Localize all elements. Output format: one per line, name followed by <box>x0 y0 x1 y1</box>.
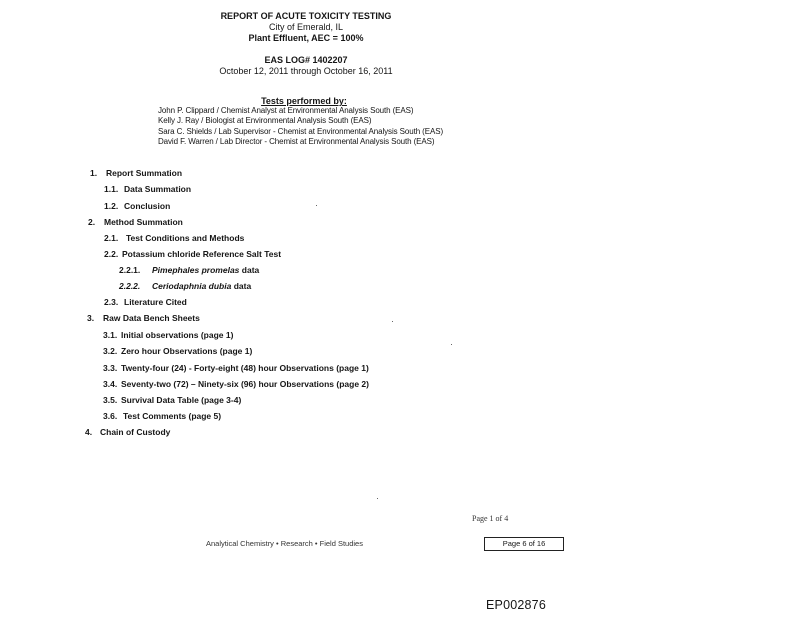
toc-item-chain-of-custody <box>85 427 170 437</box>
toc-item-pimephales <box>119 265 259 275</box>
toc-label: Report Summation <box>106 168 183 178</box>
toc-item-initial-observations <box>103 330 233 340</box>
toc-label: Test Comments (page 5) <box>123 411 222 421</box>
toc-number: 3.1. <box>103 330 118 340</box>
toc-number: 2.1. <box>104 233 119 243</box>
toc-item-raw-data-bench-sheets <box>87 313 200 323</box>
toc-number: 2.3. <box>104 297 119 307</box>
page-of-count: Page 1 of 4 <box>472 514 509 523</box>
toc-label: Twenty-four (24) - Forty-eight (48) hour Observations (page 1) <box>121 363 369 373</box>
toc-label-suffix: data <box>233 281 252 291</box>
scan-speck <box>377 498 378 499</box>
toc-number: 3.2. <box>103 346 118 356</box>
toc-label: Test Conditions and Methods <box>126 233 245 243</box>
toc-number: 2. <box>88 217 96 227</box>
toc-item-test-conditions <box>104 233 244 243</box>
toc-item-data-summation <box>104 184 191 194</box>
report-title: REPORT OF ACUTE TOXICITY TESTING <box>220 11 392 21</box>
tests-performed-heading: Tests performed by: <box>261 96 347 106</box>
tester-line: John P. Clippard / Chemist Analyst at Environmental Analysis South (EAS) <box>158 106 414 115</box>
toc-label: Zero hour Observations (page 1) <box>121 346 253 356</box>
toc-item-method-summation <box>88 217 183 227</box>
toc-label-suffix: data <box>241 265 260 275</box>
toc-label: Seventy-two (72) – Ninety-six (96) hour Observations (page 2) <box>121 379 369 389</box>
page-number-box: Page 6 of 16 <box>484 537 564 551</box>
toc-item-24-48-hour <box>103 363 369 373</box>
toc-item-ceriodaphnia <box>119 281 251 291</box>
toc-item-report-summation <box>90 168 182 178</box>
toc-item-72-96-hour <box>103 379 369 389</box>
toc-item-zero-hour <box>103 346 252 356</box>
scan-speck <box>316 205 317 206</box>
toc-label: Data Summation <box>124 184 192 194</box>
scan-speck <box>451 344 452 345</box>
toc-label: Conclusion <box>124 201 171 211</box>
toc-number: 2.2.1. <box>119 265 141 275</box>
toc-item-test-comments <box>103 411 221 421</box>
toc-number: 4. <box>85 427 93 437</box>
toc-number: 2.2.2. <box>119 281 141 291</box>
tester-line: Kelly J. Ray / Biologist at Environmental Analysis South (EAS) <box>158 116 372 125</box>
scan-speck <box>392 321 393 322</box>
tester-line: Sara C. Shields / Lab Supervisor - Chemist at Environmental Analysis South (EAS) <box>158 127 444 136</box>
footer-tagline: Analytical Chemistry • Research • Field Studies <box>206 539 363 548</box>
toc-label: Survival Data Table (page 3-4) <box>121 395 242 405</box>
toc-number: 3.6. <box>103 411 118 421</box>
toc-item-conclusion <box>104 201 170 211</box>
toc-number: 2.2. <box>104 249 119 259</box>
bates-stamp: EP002876 <box>486 598 546 612</box>
toc-label: Initial observations (page 1) <box>121 330 234 340</box>
tester-line: David F. Warren / Lab Director - Chemist at Environmental Analysis South (EAS) <box>158 137 435 146</box>
toc-number: 1. <box>90 168 98 178</box>
toc-number: 1.1. <box>104 184 119 194</box>
species-name: Ceriodaphnia dubia <box>152 281 232 291</box>
toc-number: 3.3. <box>103 363 118 373</box>
species-name: Pimephales promelas <box>152 265 240 275</box>
toc-item-literature-cited <box>104 297 187 307</box>
city-line: City of Emerald, IL <box>268 22 344 32</box>
eas-log: EAS LOG# 1402207 <box>264 55 348 65</box>
toc-item-survival-data-table <box>103 395 241 405</box>
toc-label: Literature Cited <box>124 297 187 307</box>
toc-label: Chain of Custody <box>100 427 171 437</box>
toc-label: Method Summation <box>104 217 183 227</box>
toc-item-reference-salt-test <box>104 249 281 259</box>
toc-number: 3.4. <box>103 379 118 389</box>
effluent-line: Plant Effluent, AEC = 100% <box>248 33 364 43</box>
toc-number: 3. <box>87 313 95 323</box>
date-range: October 12, 2011 through October 16, 2011 <box>219 66 393 76</box>
toc-number: 3.5. <box>103 395 118 405</box>
toc-label: Potassium chloride Reference Salt Test <box>122 249 282 259</box>
toc-label: Raw Data Bench Sheets <box>103 313 200 323</box>
toc-number: 1.2. <box>104 201 119 211</box>
